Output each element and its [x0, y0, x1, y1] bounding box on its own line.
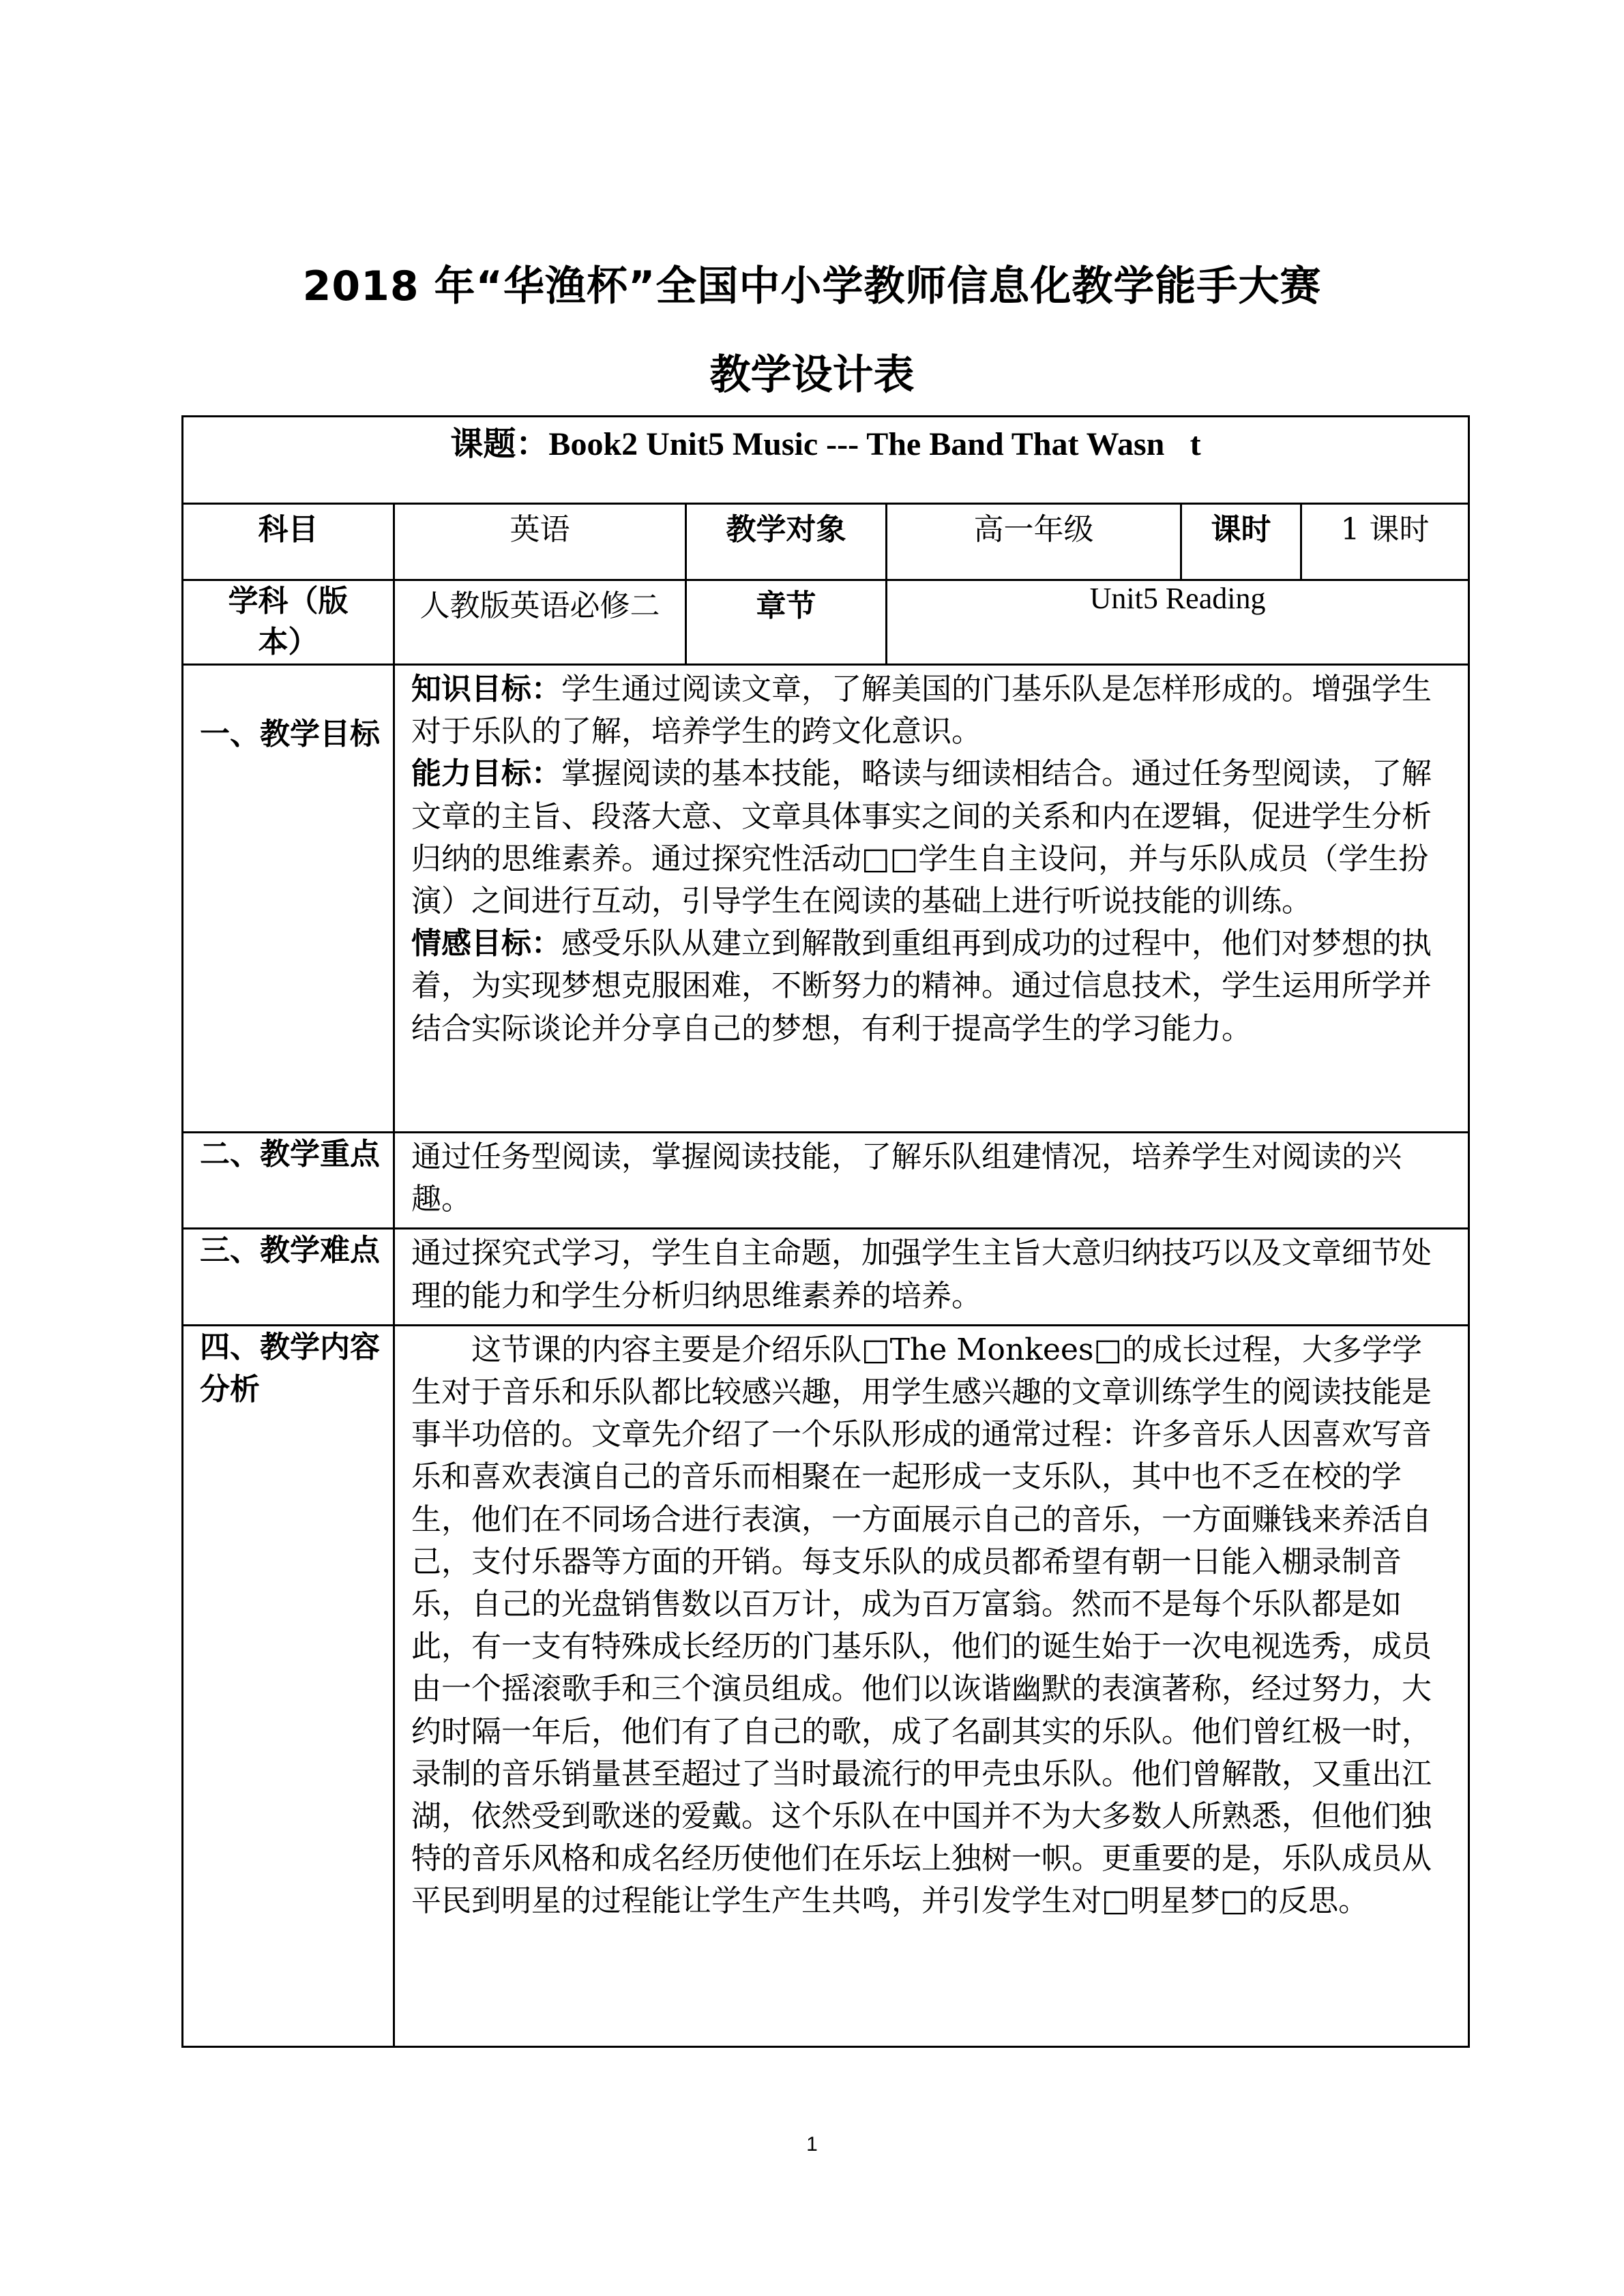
ability-label: 能力目标： [411, 756, 561, 792]
topic-text: 课题：Book2 Unit5 Music --- The Band That Wasn t [450, 426, 1201, 462]
subject-row [183, 504, 1469, 580]
document-subtitle: 教学设计表 [709, 351, 915, 399]
subject-label: 科目 [183, 504, 394, 580]
key-points-label: 二、教学重点 [183, 1133, 394, 1229]
key-points-text: 通过任务型阅读，掌握阅读技能，了解乐队组建情况，培养学生对阅读的兴趣。 [394, 1133, 1469, 1229]
period-label: 课时 [1181, 504, 1301, 580]
edition-row [183, 580, 1469, 665]
analysis-content [394, 1325, 1469, 2046]
emotion-text: 感受乐队从建立到解散到重组再到成功的过程中，他们对梦想的执着，为实现梦想克服困难，不断努力的精神。通过信息技术，学生运用所学并结合实际谈论并分享自己的梦想，有利于提高学生的学习能力。 [411, 926, 1432, 1046]
ability-objective [411, 753, 1450, 923]
objectives-label: 一、教学目标 [183, 665, 394, 1133]
difficulties-text: 通过探究式学习，学生自主命题，加强学生主旨大意归纳技巧以及文章细节处理的能力和学生分析归纳思维素养的培养。 [394, 1229, 1469, 1325]
objectives-row [183, 665, 1469, 1133]
subject-value: 英语 [394, 504, 686, 580]
target-label: 教学对象 [686, 504, 887, 580]
topic-cell [183, 417, 1469, 504]
edition-value: 人教版英语必修二 [394, 580, 686, 665]
chapter-value: Unit5 Reading [887, 580, 1469, 665]
analysis-text: 这节课的内容主要是介绍乐队□The Monkees□的成长过程，大多学学生对于音乐和乐队都比较感兴趣，用学生感兴趣的文章训练学生的阅读技能是事半功倍的。文章先介绍了一个乐队形成的通常过程：许多音乐人因喜欢写音乐和喜欢表演自己的音乐而相聚在一起形成一支乐队，其中也不乏在校的学生，他们在不同场合进行表演，一方面展示自己的音乐，一方面赚钱来养活自己，支付乐器等方面的开销。每支乐队的成员都希望有朝一日能入棚录制音乐，自己的光盘销售数以百万计，成为百万富翁。然而不是每个乐队都是如此，有一支有特殊成长经历的门基乐队，他们的诞生始于一次电视选秀，成员由一个摇滚歌手和三个演员组成。他们以诙谐幽默的表演著称，经过努力，大约时隔一年后，他们有了自己的歌，成了名副其实的乐队。他们曾红极一时，录制的音乐销量甚至超过了当时最流行的甲壳虫乐队。他们曾解散，又重出江湖，依然受到歌迷的爱戴。这个乐队在中国并不为大多数人所熟悉，但他们独特的音乐风格和成名经历使他们在乐坛上独树一帜。更重要的是，乐队成员从平民到明星的过程能让学生产生共鸣，并引发学生对□明星梦□的反思。 [411, 1332, 1432, 1919]
key-points-row [183, 1133, 1469, 1229]
emotion-label: 情感目标： [411, 926, 561, 961]
topic-row [183, 417, 1469, 504]
page-number: 1 [806, 2133, 818, 2156]
difficulties-row [183, 1229, 1469, 1325]
ability-text: 掌握阅读的基本技能，略读与细读相结合。通过任务型阅读，了解文章的主旨、段落大意、文章具体事实之间的关系和内在逻辑，促进学生分析归纳的思维素养。通过探究性活动□□学生自主设问，并与乐队成员（学生扮演）之间进行互动，引导学生在阅读的基础上进行听说技能的训练。 [411, 756, 1432, 919]
knowledge-label: 知识目标： [411, 672, 561, 706]
objectives-content [394, 665, 1469, 1133]
edition-label: 学科（版本） [183, 580, 394, 665]
knowledge-objective [411, 668, 1450, 753]
document-title: 2018 年“华渔杯”全国中小学教师信息化教学能手大赛 [302, 263, 1322, 310]
period-value: 1 课时 [1301, 504, 1469, 580]
emotion-objective [411, 923, 1450, 1050]
knowledge-text: 学生通过阅读文章，了解美国的门基乐队是怎样形成的。增强学生对于乐队的了解，培养学生的跨文化意识。 [411, 672, 1432, 749]
target-value: 高一年级 [887, 504, 1181, 580]
lesson-plan-table [181, 415, 1470, 2048]
analysis-row [183, 1325, 1469, 2046]
difficulties-label: 三、教学难点 [183, 1229, 394, 1325]
chapter-label: 章节 [686, 580, 887, 665]
analysis-label: 四、教学内容分析 [183, 1325, 394, 2046]
